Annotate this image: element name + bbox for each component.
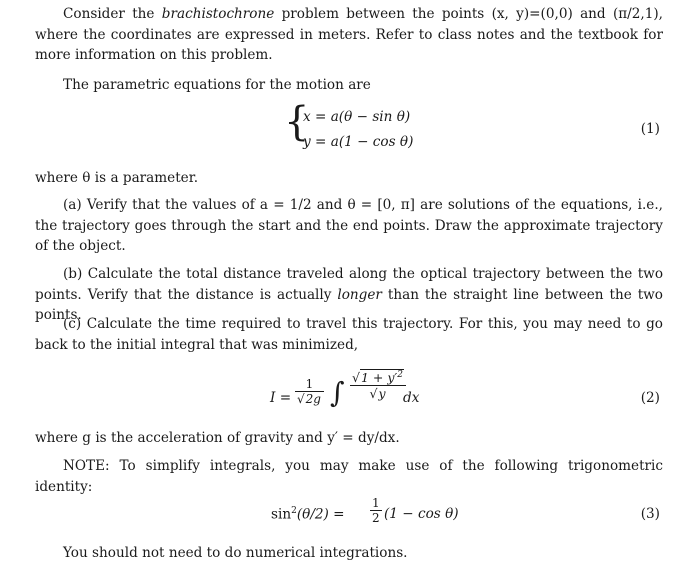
eq1-line1: x = a(θ − sin θ) <box>303 109 411 125</box>
eq3-number: (3) <box>640 506 660 522</box>
eq3-lhs <box>271 506 345 523</box>
eq1-brace: { <box>284 99 310 145</box>
eq2-coef-num: 1 <box>295 377 324 392</box>
intro-part1: Consider the <box>63 6 162 22</box>
eq2-coef-den: 2g <box>305 392 321 406</box>
eq3-rhs: (1 − cos θ) <box>384 506 459 522</box>
where-theta: where θ is a parameter. <box>35 170 199 186</box>
eq3-arg: (θ/2) = <box>296 506 345 523</box>
eq2-lhs: I = <box>270 390 292 406</box>
eq2-int-sup: 2 <box>397 370 403 380</box>
eq3-sin: sin <box>271 506 292 523</box>
eq2-dx: dx <box>403 390 420 406</box>
closing-note: You should not need to do numerical integrations. <box>63 545 408 561</box>
eq1-line2: y = a(1 − cos θ) <box>303 134 414 150</box>
part-b-post: than the straight line between the two points. <box>35 286 663 324</box>
note: NOTE: To simplify integrals, you may make use of the following trigonometric identity: <box>35 458 663 495</box>
eq3-half <box>370 496 382 525</box>
eq2-integral-sign: ∫ <box>330 376 345 409</box>
eq3-frac-den: 2 <box>372 511 380 525</box>
eq1-number: (1) <box>640 121 660 137</box>
part-b-pre: (b) Calculate the total distance traveled along the optical trajectory between the two points. Verify that the distance is actually <box>35 266 663 303</box>
intro-paragraph <box>35 4 663 66</box>
intro-part2: problem between the points (x, y)=(0,0) and (π/2,1), where the coordinates are expressed in meters. Refer to class notes and the textbook for more information on this problem. <box>35 6 663 64</box>
eq2-int-num: 1 + y′ <box>360 370 398 386</box>
param-intro: The parametric equations for the motion are <box>63 77 371 93</box>
eq2-coefficient: $\frac{1}{√2g}$ <box>295 377 324 406</box>
eq3-sup: 2 <box>291 506 297 516</box>
eq3-frac-num: 1 <box>372 496 380 510</box>
part-a: (a) Verify that the values of a = 1/2 and θ = [0, π] are solutions of the equations, i.e., the trajectory goes through the start and the end points. Draw the approximate trajectory of the object. <box>35 197 663 255</box>
eq2-int-den: y <box>378 386 386 402</box>
part-c: (c) Calculate the time required to travel this trajectory. For this, you may need to go back to the initial integral that was minimized, <box>35 316 663 353</box>
brachistochrone-term: brachistochrone <box>161 6 275 22</box>
eq2-number: (2) <box>640 390 660 406</box>
part-b-emph: longer <box>337 286 382 303</box>
where-g: where g is the acceleration of gravity and y′ = dy/dx. <box>35 430 400 446</box>
eq2-integrand: $\frac{√1 + y'^2}{√y}$ <box>350 370 406 401</box>
